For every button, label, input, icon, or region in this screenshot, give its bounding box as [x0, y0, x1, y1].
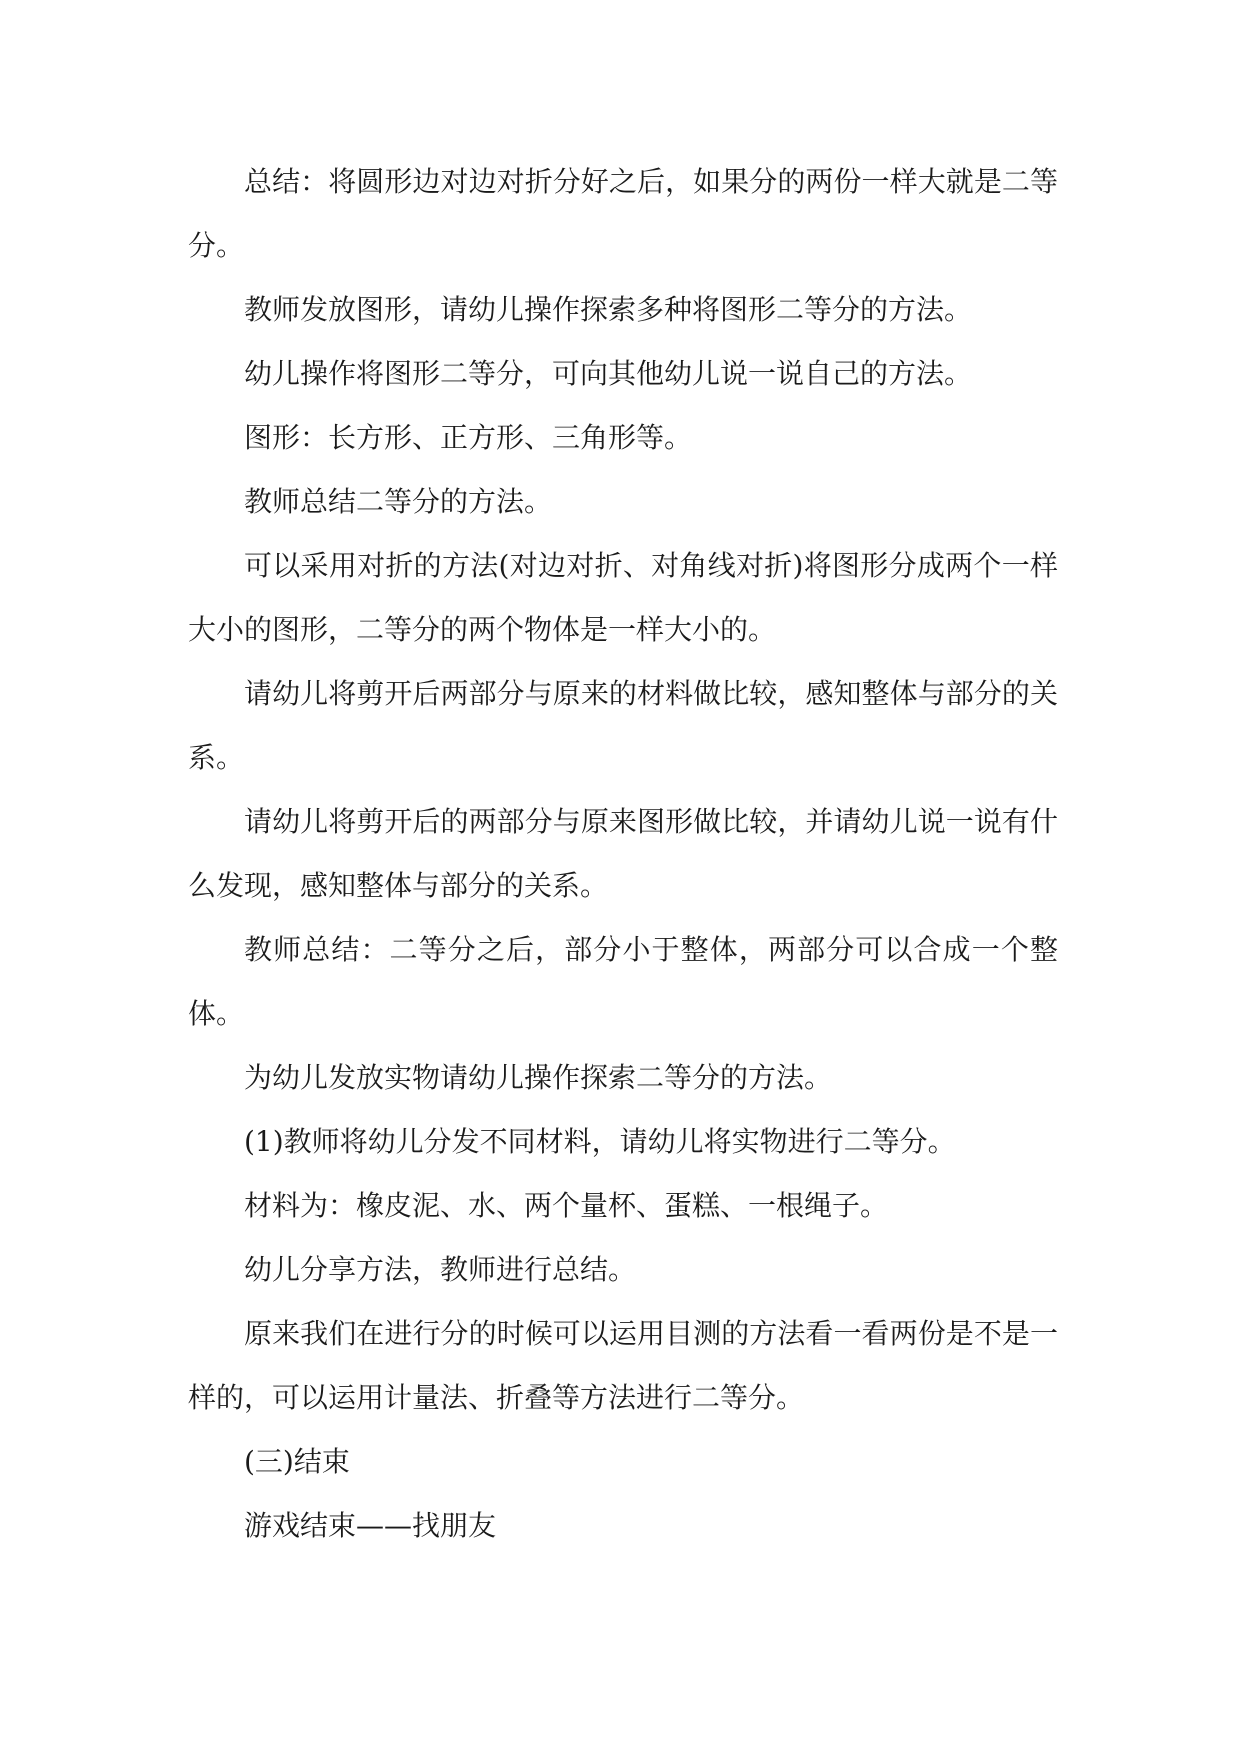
paragraph-measure-method: 原来我们在进行分的时候可以运用目测的方法看一看两份是不是一样的，可以运用计量法、折叠等方法进行二等分。: [188, 1317, 1058, 1414]
paragraph-shapes-list: 图形：长方形、正方形、三角形等。: [244, 421, 693, 454]
paragraph-teacher-distributes-shapes: 教师发放图形，请幼儿操作探索多种将图形二等分的方法。: [244, 293, 973, 326]
paragraph-teacher-summary-method: 教师总结二等分的方法。: [244, 485, 553, 518]
paragraph-step-1: (1)教师将幼儿分发不同材料，请幼儿将实物进行二等分。: [244, 1125, 956, 1158]
paragraph-compare-material: 请幼儿将剪开后两部分与原来的材料做比较，感知整体与部分的关系。: [188, 677, 1058, 774]
paragraph-teacher-summary-whole: 教师总结：二等分之后，部分小于整体，两部分可以合成一个整体。: [188, 933, 1058, 1030]
paragraph-compare-shape: 请幼儿将剪开后的两部分与原来图形做比较，并请幼儿说一说有什么发现，感知整体与部分的关系。: [188, 805, 1058, 902]
paragraph-materials: 材料为：橡皮泥、水、两个量杯、蛋糕、一根绳子。: [244, 1189, 889, 1222]
paragraph-folding-method: 可以采用对折的方法(对边对折、对角线对折)将图形分成两个一样大小的图形，二等分的两个物体是一样大小的。: [188, 549, 1058, 646]
paragraph-distribute-objects: 为幼儿发放实物请幼儿操作探索二等分的方法。: [244, 1061, 833, 1094]
document-body: [188, 150, 1058, 1558]
paragraph-game-end: 游戏结束——找朋友: [244, 1509, 497, 1542]
paragraph-children-operate: 幼儿操作将图形二等分，可向其他幼儿说一说自己的方法。: [244, 357, 973, 390]
section-heading-end: (三)结束: [244, 1445, 350, 1478]
paragraph-summary-circle: 总结：将圆形边对边对折分好之后，如果分的两份一样大就是二等分。: [188, 165, 1058, 262]
paragraph-share-method: 幼儿分享方法，教师进行总结。: [244, 1253, 637, 1286]
